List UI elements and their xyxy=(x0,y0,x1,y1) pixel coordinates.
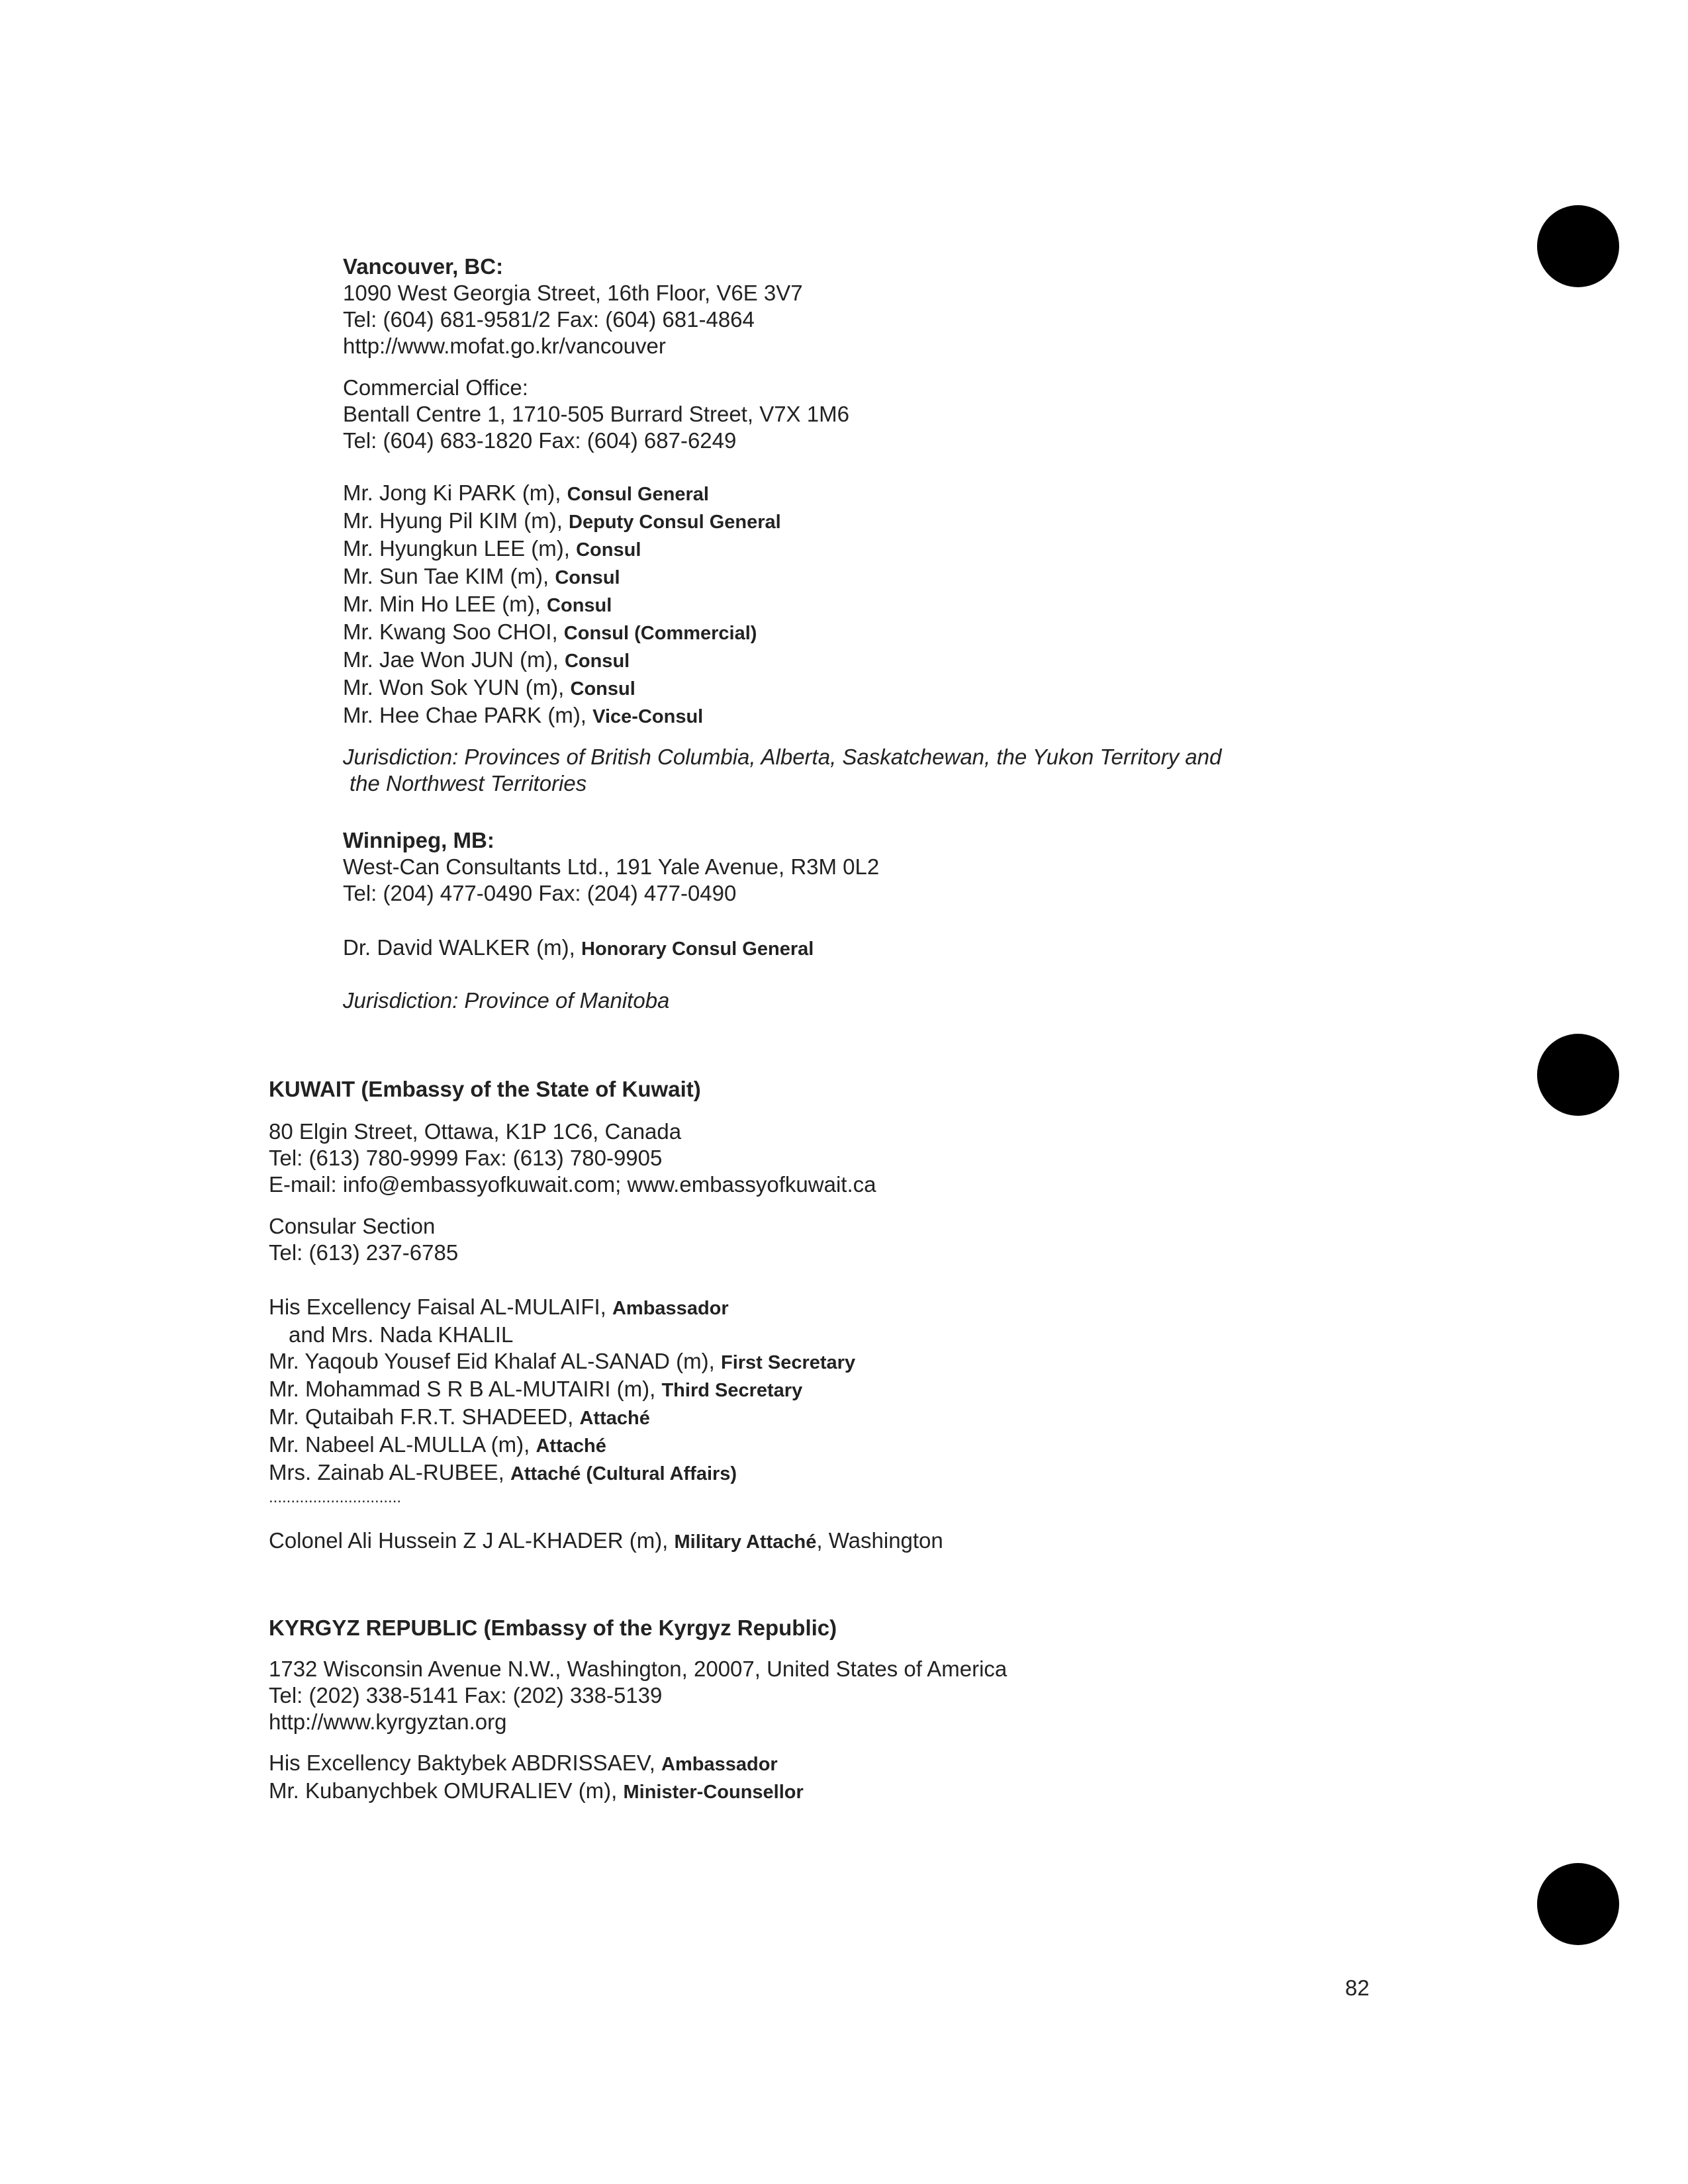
staff-entry: Mr. Qutaibah F.R.T. SHADEED, Attaché xyxy=(269,1404,650,1429)
kuwait-staff-list xyxy=(269,1294,855,1508)
winnipeg-address: West-Can Consultants Ltd., 191 Yale Avenue, R3M 0L2 xyxy=(343,854,880,879)
kyrgyz-contact xyxy=(269,1656,1007,1735)
kuwait-address: 80 Elgin Street, Ottawa, K1P 1C6, Canada xyxy=(269,1119,682,1144)
staff-entry: Dr. David WALKER (m), Honorary Consul General xyxy=(343,935,814,960)
vancouver-jurisdiction xyxy=(343,744,1221,797)
staff-entry: Mr. Kwang Soo CHOI, Consul (Commercial) xyxy=(343,619,757,644)
commercial-label: Commercial Office: xyxy=(343,375,528,400)
kuwait-consular-section xyxy=(269,1213,458,1266)
staff-entry: Colonel Ali Hussein Z J AL-KHADER (m), Military Attaché, Washington xyxy=(269,1528,943,1553)
commercial-tel: Tel: (604) 683-1820 Fax: (604) 687-6249 xyxy=(343,428,737,453)
page-number: 82 xyxy=(1345,1976,1370,2000)
consular-label: Consular Section xyxy=(269,1214,436,1238)
vancouver-web: http://www.mofat.go.kr/vancouver xyxy=(343,334,666,358)
kuwait-contact xyxy=(269,1118,876,1198)
punch-hole-middle xyxy=(1537,1034,1619,1116)
staff-entry: Mr. Jae Won JUN (m), Consul xyxy=(343,647,630,672)
kuwait-tel: Tel: (613) 780-9999 Fax: (613) 780-9905 xyxy=(269,1146,663,1170)
vancouver-commercial-office xyxy=(343,375,849,454)
kuwait-email: E-mail: info@embassyofkuwait.com; www.embassyofkuwait.ca xyxy=(269,1172,876,1197)
jurisdiction-line-2: the Northwest Territories xyxy=(350,771,587,796)
kuwait-heading: KUWAIT (Embassy of the State of Kuwait) xyxy=(269,1077,701,1101)
kuwait-heading-block xyxy=(269,1076,701,1103)
staff-entry: Mr. Yaqoub Yousef Eid Khalaf AL-SANAD (m), First Secretary xyxy=(269,1349,856,1373)
staff-entry: Mr. Jong Ki PARK (m), Consul General xyxy=(343,480,709,505)
jurisdiction-line-1: Jurisdiction: Provinces of British Columbia, Alberta, Saskatchewan, the Yukon Territory and xyxy=(343,745,1222,769)
kyrgyz-heading-block xyxy=(269,1615,837,1641)
staff-entry: Mr. Won Sok YUN (m), Consul xyxy=(343,675,635,700)
jurisdiction-line: Jurisdiction: Province of Manitoba xyxy=(343,988,670,1013)
vancouver-section xyxy=(343,253,803,359)
staff-entry: Mr. Sun Tae KIM (m), Consul xyxy=(343,564,620,588)
kuwait-military-attache xyxy=(269,1527,943,1555)
punch-hole-bottom xyxy=(1537,1863,1619,1945)
staff-entry: Mr. Hyungkun LEE (m), Consul xyxy=(343,536,641,561)
winnipeg-section xyxy=(343,827,879,907)
kyrgyz-heading: KYRGYZ REPUBLIC (Embassy of the Kyrgyz Republic) xyxy=(269,1615,837,1640)
kyrgyz-tel: Tel: (202) 338-5141 Fax: (202) 338-5139 xyxy=(269,1683,663,1707)
staff-entry: Mr. Hyung Pil KIM (m), Deputy Consul General xyxy=(343,508,781,533)
vancouver-heading: Vancouver, BC: xyxy=(343,254,504,279)
vancouver-tel: Tel: (604) 681-9581/2 Fax: (604) 681-4864 xyxy=(343,307,755,332)
spouse-entry: and Mrs. Nada KHALIL xyxy=(289,1322,514,1347)
staff-entry: Mrs. Zainab AL-RUBEE, Attaché (Cultural Affairs) xyxy=(269,1460,737,1484)
staff-entry: Mr. Hee Chae PARK (m), Vice-Consul xyxy=(343,703,704,727)
commercial-address: Bentall Centre 1, 1710-505 Burrard Street, V7X 1M6 xyxy=(343,402,849,426)
staff-entry: Mr. Nabeel AL-MULLA (m), Attaché xyxy=(269,1432,606,1457)
winnipeg-tel: Tel: (204) 477-0490 Fax: (204) 477-0490 xyxy=(343,881,737,905)
dotted-separator: .............................. xyxy=(269,1488,402,1506)
staff-entry: His Excellency Baktybek ABDRISSAEV, Ambassador xyxy=(269,1751,778,1775)
winnipeg-heading: Winnipeg, MB: xyxy=(343,828,494,852)
punch-hole-top xyxy=(1537,205,1619,287)
staff-entry: Mr. Mohammad S R B AL-MUTAIRI (m), Third Secretary xyxy=(269,1377,803,1401)
vancouver-staff-list xyxy=(343,480,781,730)
winnipeg-jurisdiction xyxy=(343,987,669,1014)
staff-entry: Mr. Kubanychbek OMURALIEV (m), Minister-Counsellor xyxy=(269,1778,804,1803)
kyrgyz-web: http://www.kyrgyztan.org xyxy=(269,1709,507,1734)
vancouver-address: 1090 West Georgia Street, 16th Floor, V6E 3V7 xyxy=(343,281,803,305)
staff-entry: His Excellency Faisal AL-MULAIFI, Ambassador xyxy=(269,1295,729,1319)
kyrgyz-staff-list xyxy=(269,1750,804,1805)
winnipeg-staff xyxy=(343,934,814,962)
staff-entry: Mr. Min Ho LEE (m), Consul xyxy=(343,592,612,616)
consular-tel: Tel: (613) 237-6785 xyxy=(269,1240,459,1265)
kyrgyz-address: 1732 Wisconsin Avenue N.W., Washington, 20007, United States of America xyxy=(269,1657,1008,1681)
